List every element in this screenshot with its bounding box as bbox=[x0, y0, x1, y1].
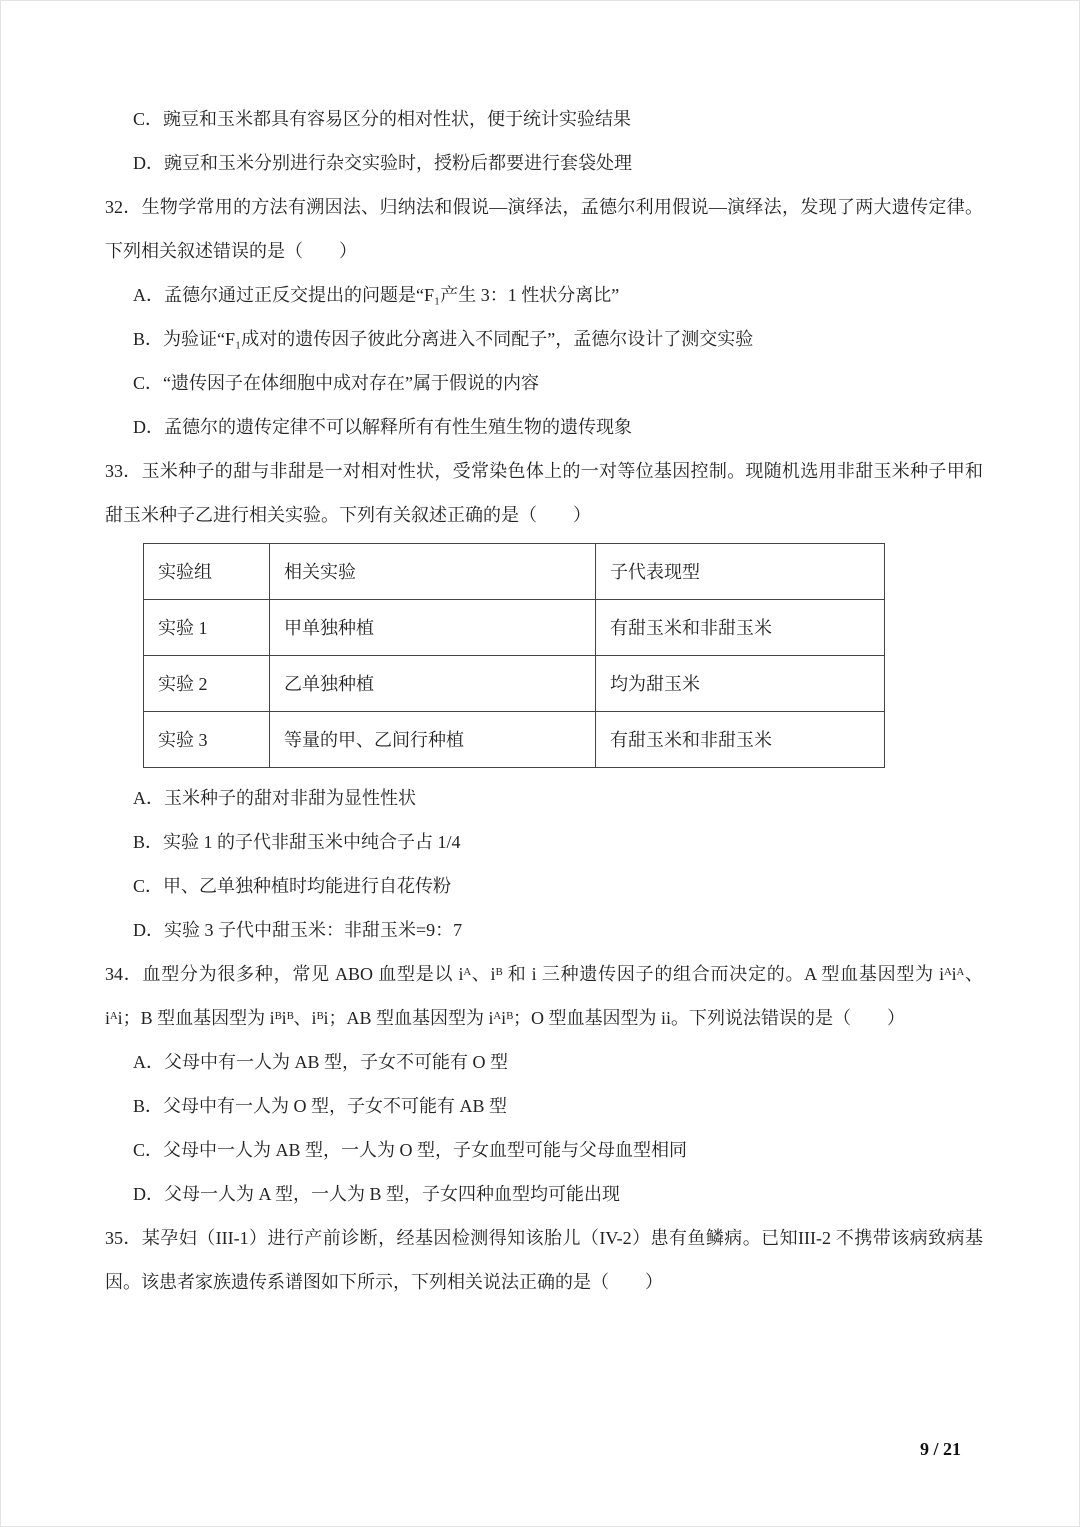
question-33-option-d: D．实验 3 子代中甜玉米：非甜玉米=9：7 bbox=[133, 920, 463, 940]
table-cell: 甲单独种植 bbox=[270, 600, 596, 656]
question-34-stem: 34．血型分为很多种，常见 ABO 血型是以 iᴬ、iᴮ 和 i 三种遗传因子的组合而决定的。A 型血基因型为 iᴬiᴬ、iᴬi；B 型血基因型为 iᴮiᴮ、iᴮi；AB 型血基因型为 iᴬiᴮ；O 型血基因型为 ii。下列说法错误的是（ ） bbox=[105, 964, 983, 1028]
table-header-experiment: 相关实验 bbox=[270, 544, 596, 600]
table-row bbox=[144, 712, 885, 768]
question-33-option-a: A．玉米种子的甜对非甜为显性性状 bbox=[133, 788, 416, 808]
table-cell: 乙单独种植 bbox=[270, 656, 596, 712]
table-cell: 实验 3 bbox=[144, 712, 270, 768]
question-34-option-a: A．父母中有一人为 AB 型，子女不可能有 O 型 bbox=[133, 1052, 509, 1072]
table-header-phenotype: 子代表现型 bbox=[596, 544, 885, 600]
question-32-option-d: D．孟德尔的遗传定律不可以解释所有有性生殖生物的遗传现象 bbox=[133, 417, 632, 437]
question-32-option-b: B．为验证“F₁成对的遗传因子彼此分离进入不同配子”，孟德尔设计了测交实验 bbox=[133, 329, 754, 349]
question-32-option-a: A．孟德尔通过正反交提出的问题是“F₁产生 3：1 性状分离比” bbox=[133, 285, 620, 305]
question-32-stem: 32．生物学常用的方法有溯因法、归纳法和假说—演绎法，孟德尔利用假说—演绎法，发现了两大遗传定律。下列相关叙述错误的是（ ） bbox=[105, 197, 983, 261]
question-32-option-c: C．“遗传因子在体细胞中成对存在”属于假说的内容 bbox=[133, 373, 539, 393]
question-34-option-b: B．父母中有一人为 O 型，子女不可能有 AB 型 bbox=[133, 1096, 508, 1116]
table-header-group: 实验组 bbox=[144, 544, 270, 600]
table-cell: 有甜玉米和非甜玉米 bbox=[596, 712, 885, 768]
question-33-option-c: C．甲、乙单独种植时均能进行自花传粉 bbox=[133, 876, 452, 896]
question-33-option-b: B．实验 1 的子代非甜玉米中纯合子占 1/4 bbox=[133, 832, 461, 852]
table-cell: 实验 1 bbox=[144, 600, 270, 656]
question-33-stem: 33．玉米种子的甜与非甜是一对相对性状，受常染色体上的一对等位基因控制。现随机选用非甜玉米种子甲和甜玉米种子乙进行相关实验。下列有关叙述正确的是（ ） bbox=[105, 461, 983, 525]
question-34-option-d: D．父母一人为 A 型，一人为 B 型，子女四种血型均可能出现 bbox=[133, 1184, 621, 1204]
question-31-option-c: C．豌豆和玉米都具有容易区分的相对性状，便于统计实验结果 bbox=[133, 109, 632, 129]
question-34-option-c: C．父母中一人为 AB 型，一人为 O 型，子女血型可能与父母血型相同 bbox=[133, 1140, 688, 1160]
table-cell: 均为甜玉米 bbox=[596, 656, 885, 712]
page-number: 9 / 21 bbox=[919, 1439, 961, 1459]
table-cell: 实验 2 bbox=[144, 656, 270, 712]
table-header-row bbox=[144, 544, 885, 600]
question-35-stem: 35．某孕妇（III-1）进行产前诊断，经基因检测得知该胎儿（IV-2）患有鱼鳞病。已知III-2 不携带该病致病基因。该患者家族遗传系谱图如下所示，下列相关说法正确的是（ ） bbox=[105, 1228, 983, 1292]
table-cell: 有甜玉米和非甜玉米 bbox=[596, 600, 885, 656]
table-row bbox=[144, 600, 885, 656]
table-cell: 等量的甲、乙间行种植 bbox=[270, 712, 596, 768]
question-31-option-d: D．豌豆和玉米分别进行杂交实验时，授粉后都要进行套袋处理 bbox=[133, 153, 632, 173]
table-row bbox=[144, 656, 885, 712]
question-33-experiment-table bbox=[143, 543, 885, 768]
